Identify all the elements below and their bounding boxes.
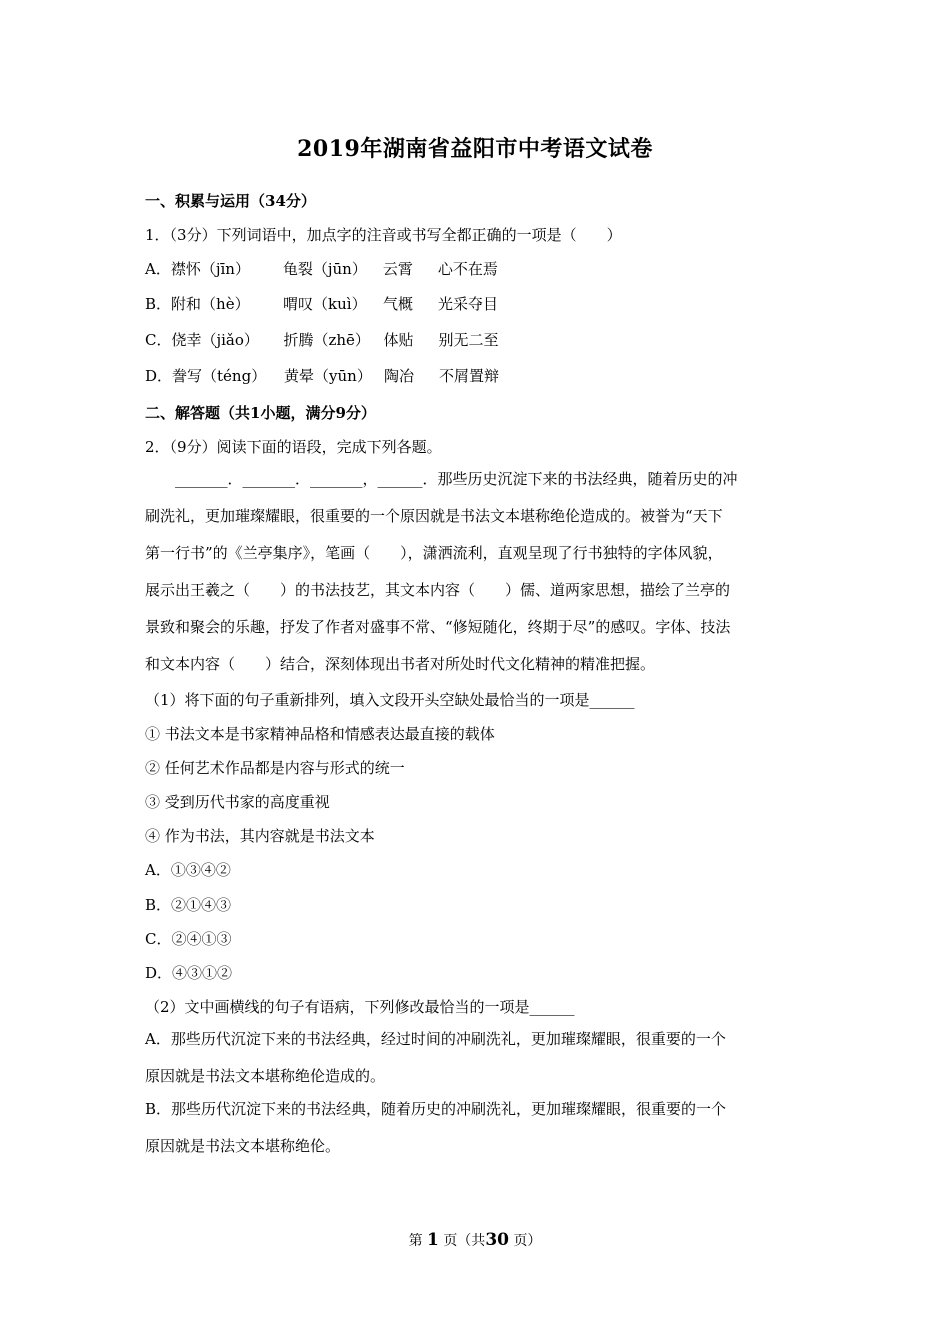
passage-line: 刷洗礼，更加璀璨耀眼，很重要的一个原因就是书法文本堪称绝伦造成的。被誉为“天下: [145, 507, 723, 525]
option-word: 气概: [383, 295, 414, 313]
sub1-option-a: A．①③④②: [145, 861, 231, 879]
sub2-option-a: [145, 1021, 810, 1095]
sub1-option-b: B．②①④③: [145, 896, 232, 914]
passage-line: 第一行书”的《兰亭集序》，笔画（ ），潇洒流利，直观呈现了行书独特的字体风貌，: [145, 544, 723, 562]
page-footer: [0, 1230, 950, 1250]
option-word: 喟叹（kuì）: [283, 295, 367, 313]
passage-line: 和文本内容（ ）结合，深刻体现出书者对所处时代文化精神的精准把握。: [145, 655, 656, 673]
footer-text: 页（共: [443, 1233, 486, 1249]
sub-question-2-stem: （2）文中画横线的句子有语病，下列修改最恰当的一项是______: [145, 998, 575, 1016]
option-word: 光采夺目: [438, 295, 499, 313]
option-word: 体贴: [383, 331, 414, 349]
question-2-stem: 2．（9分）阅读下面的语段，完成下列各题。: [145, 438, 442, 456]
reading-passage: [145, 461, 810, 683]
option-word: 襟怀（jīn）: [170, 260, 250, 278]
footer-text: 页）: [513, 1233, 542, 1249]
option-line: 原因就是书法文本堪称绝伦造成的。: [145, 1067, 386, 1085]
footer-text: 第: [408, 1233, 423, 1249]
page-number: 1: [427, 1230, 439, 1250]
sentence-item: ② 任何艺术作品都是内容与形式的统一: [145, 759, 405, 777]
passage-line: _______．_______．_______，______．那些历史沉淀下来的书法经典，随着历史的冲: [145, 470, 738, 488]
q1-option-b: [145, 293, 810, 314]
option-word: 云霄: [382, 260, 413, 278]
option-word: 别无二至: [438, 331, 499, 349]
section-heading-1: 一、积累与运用（34分）: [145, 192, 316, 210]
q1-option-c: [145, 329, 810, 350]
page-title: 2019年湖南省益阳市中考语文试卷: [297, 136, 653, 162]
option-word: 黄晕（yūn）: [284, 367, 372, 385]
passage-line: 景致和聚会的乐趣，抒发了作者对盛事不常、“修短随化，终期于尽”的感叹。字体、技法: [145, 618, 731, 636]
option-label: B．: [145, 295, 172, 313]
passage-line: 展示出王羲之（ ）的书法技艺，其文本内容（ ）儒、道两家思想，描绘了兰亭的: [145, 581, 731, 599]
option-word: 折腾（zhē）: [283, 331, 370, 349]
option-word: 誊写（téng）: [172, 367, 267, 385]
section-heading-2: 二、解答题（共1小题，满分9分）: [145, 404, 376, 422]
total-pages: 30: [485, 1230, 509, 1250]
q1-option-d: [145, 365, 810, 386]
option-label: D．: [145, 367, 173, 385]
option-word: 心不在焉: [437, 260, 498, 278]
sentence-item: ③ 受到历代书家的高度重视: [145, 793, 330, 811]
sub1-option-c: C．②④①③: [145, 930, 232, 948]
option-label: A．: [145, 260, 171, 278]
sentence-item: ① 书法文本是书家精神品格和情感表达最直接的载体: [145, 725, 495, 743]
option-line: A．那些历代沉淀下来的书法经典，经过时间的冲刷洗礼，更加璀璨耀眼，很重要的一个: [145, 1030, 726, 1048]
option-line: 原因就是书法文本堪称绝伦。: [145, 1137, 341, 1155]
sub-question-1-stem: （1）将下面的句子重新排列，填入文段开头空缺处最恰当的一项是______: [145, 691, 635, 709]
option-line: B．那些历代沉淀下来的书法经典，随着历史的冲刷洗礼，更加璀璨耀眼，很重要的一个: [145, 1100, 727, 1118]
sub1-option-d: D．④③①②: [145, 964, 233, 982]
sub2-option-b: [145, 1091, 810, 1165]
q1-option-a: [145, 258, 810, 279]
option-word: 陶冶: [384, 367, 415, 385]
option-word: 龟裂（jūn）: [282, 260, 367, 278]
question-1-stem: 1．（3分）下列词语中，加点字的注音或书写全都正确的一项是（ ）: [145, 226, 622, 244]
option-word: 附和（hè）: [171, 295, 250, 313]
option-word: 侥幸（jiǎo）: [171, 331, 259, 349]
option-word: 不屑置辩: [439, 367, 500, 385]
option-label: C．: [145, 331, 172, 349]
sentence-item: ④ 作为书法，其内容就是书法文本: [145, 827, 375, 845]
